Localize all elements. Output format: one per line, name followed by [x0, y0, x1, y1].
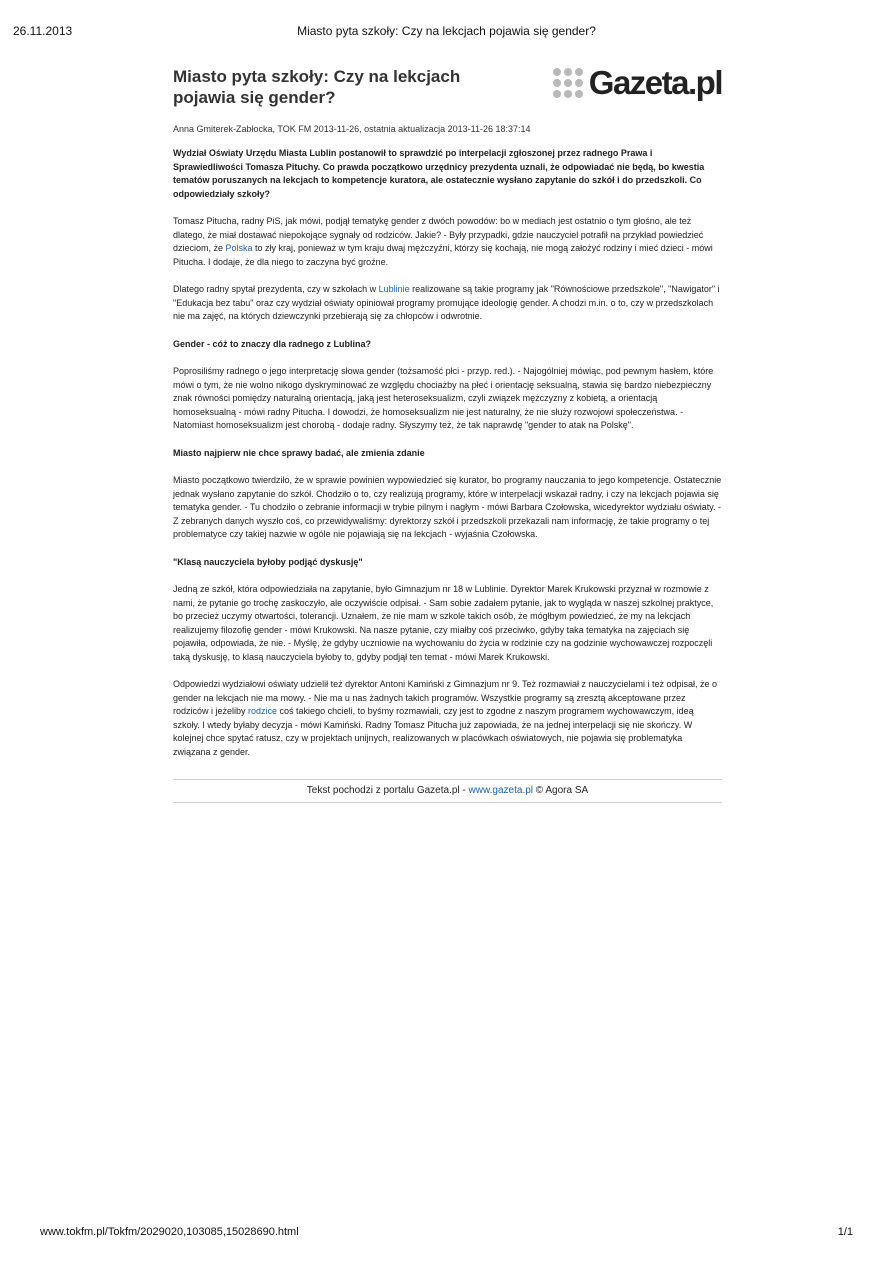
print-page-number: 1/1 — [837, 1226, 853, 1238]
article-header — [173, 66, 722, 122]
article-lead: Wydział Oświaty Urzędu Miasta Lublin postanowił to sprawdzić po interpelacji zgłoszonej przez radnego Prawa i Sprawiedliwości Tomasza Pituchy. Co prawda początkowo urzędnicy prezydenta uznali, że odpowiadać nie będą, bo kwestia tematów poruszanych na lekcjach to kompetencje kuratora, ale ostatecznie wysłano zapytanie do szkół i do przedszkoli. Co odpowiedziały szkoły? — [173, 148, 705, 199]
paragraph-text: coś takiego chcieli, to byśmy rozmawiali, czy jest to zgodne z naszym programem wychowawczym, ideą szkoły. I wtedy byłaby decyzja - mówi Kamiński. Radny Tomasz Pitucha już zapowiada, że na jednej interpelacji się nie skończy. W kolejnej chce spytać ratusz, czy w projektach unijnych, realizowanych w placówkach oświatowych, nie pojawia się problematyka związana z gender. — [173, 706, 694, 757]
article-title — [173, 66, 473, 108]
source-text: Tekst pochodzi z portalu Gazeta.pl - — [306, 785, 469, 796]
print-date: 26.11.2013 — [13, 24, 73, 38]
article-title-line-2: pojawia się gender? — [173, 88, 336, 107]
paragraph-text: to zły kraj, ponieważ w tym kraju dwaj mężczyźni, którzy się kochają, nie mogą założyć rodziny i mieć dzieci - mówi Pitucha. I dodaje, że dla niego to zaczyna być groźne. — [173, 243, 713, 267]
paragraph-1 — [173, 215, 722, 269]
dot-grid-logo-icon — [553, 68, 583, 98]
source-note — [173, 779, 722, 803]
paragraph-3: Poprosiliśmy radnego o jego interpretację słowa gender (tożsamość płci - przyp. red.). - Najogólniej mówiąc, pod pewnym hasłem, które mówi o tym, że nie wolno nikogo dyskryminować ze względu chociażby na płeć i orientację seksualną, stawia się bardzo niebezpieczny znak równości pomiędzy naturalną orientacją, jaką jest heteroseksualizm, czyli związek mężczyzny z kobietą, a orientacją homoseksualną - mówi radny Pitucha. I dowodzi, że homoseksualizm nie jest naturalny, że nie służy rozwojowi społeczeństwa. - Natomiast homoseksualizm jest chorobą - dodaje radny. Słyszymy też, że tak naprawdę "gender to atak na Polskę". — [173, 366, 714, 430]
paragraph-text: realizowane są takie programy jak "Równościowe przedszkole", "Nawigator" i "Edukacja bez tabu" oraz czy wydział oświaty opiniował programy promujące ideologię gender. A chodzi m.in. o to, czy w przedszkolach nie ma zajęć, na których dziewczynki przebierają się za chłopców i odwrotnie. — [173, 284, 720, 321]
paragraph-5: Jedną ze szkół, która odpowiedziała na zapytanie, było Gimnazjum nr 18 w Lublinie. Dyrektor Marek Krukowski przyznał w rozmowie z nami, że pytanie go trochę zaskoczyło, ale oczywiście odpisał. - Sam sobie zadałem pytanie, jak to wygląda w naszej szkolnej praktyce, bo przecież uczymy otwartości, tolerancji. Uznałem, że nie mam w szkole takich osób, że mógłbym powiedzieć, że my na lekcjach realizujemy filozofię gender - mówi Krukowski. Na nasze pytanie, czy miałby coś przeciwko, gdyby taka tematyka na zajęciach się pojawiła, odpowiada, że nie. - Myślę, że gdyby uczniowie na wychowaniu do życia w rodzinie czy na godzinie wychowawczej rozpoczęli taką dyskusję, to klasą nauczyciela byłoby to, gdyby podjął ten temat - mówi Marek Krukowski. — [173, 584, 714, 662]
paragraph-6 — [173, 678, 722, 759]
link-polska[interactable]: Polska — [225, 243, 253, 253]
paragraph-4: Miasto początkowo twierdziło, że w sprawie powinien wypowiedzieć się kurator, bo programy nauczania to jego kompetencje. Ostatecznie jednak wysłano zapytanie do szkół. Chodziło o to, czy realizują programy, które w interpelacji wskazał radny, i czy na lekcjach pojawia się tematyka gender. - Tu chodziło o zebranie informacji w trybie pilnym i nagłym - mówi Barbara Czołowska, wicedyrektor wydziału oświaty. - Z zebranych danych wyszło coś, co przewidywaliśmy: dyrektorzy szkół i przedszkoli przekazali nam informację, że takie programy o tej problematyce czy takiej nazwie w ogóle nie pojawiają się na lekcjach - wyjaśnia Czołowska. — [173, 475, 722, 539]
paragraph-text: Odpowiedzi wydziałowi oświaty udzielił też dyrektor Antoni Kamiński z Gimnazjum nr 9. Też rozmawiał z nauczycielami i też odpisał, że o gender na lekcjach nie ma mowy. - Nie ma u nas żadnych takich programów. Wszystkie programy są zresztą akceptowane przez rodziców i jeżeliby — [173, 679, 718, 716]
source-copyright: © Agora SA — [533, 785, 589, 796]
article — [173, 66, 722, 803]
paragraph-text: Tomasz Pitucha, radny PiS, jak mówi, podjął tematykę gender z dwóch powodów: bo w mediach jest ostatnio o tym głośno, ale też dlatego, że miał dostawać niepokojące sygnały od rodziców. Jakie? - Były przypadki, gdzie nauczyciel potrafił na przykład powiedzieć dzieciom, że — [173, 216, 704, 253]
paragraph-text: Dlatego radny spytał prezydenta, czy w szkołach w — [173, 284, 379, 294]
link-rodzice[interactable]: rodzice — [248, 706, 278, 716]
subheading-1: Gender - cóż to znaczy dla radnego z Lublina? — [173, 338, 372, 349]
logo-wordmark: Gazeta.pl — [588, 64, 722, 101]
subheading-2: Miasto najpierw nie chce sprawy badać, ale zmienia zdanie — [173, 447, 425, 458]
print-footer-url: www.tokfm.pl/Tokfm/2029020,103085,15028690.html — [40, 1226, 299, 1238]
article-title-line-1: Miasto pyta szkoły: Czy na lekcjach — [173, 67, 461, 86]
paragraph-2 — [173, 283, 722, 324]
subheading-3: "Klasą nauczyciela byłoby podjąć dyskusję" — [173, 556, 363, 567]
link-lublinie[interactable]: Lublinie — [378, 284, 410, 294]
print-page-title: Miasto pyta szkoły: Czy na lekcjach pojawia się gender? — [297, 24, 596, 38]
link-gazeta[interactable]: www.gazeta.pl — [468, 785, 534, 796]
article-byline: Anna Gmiterek-Zabłocka, TOK FM 2013-11-26, ostatnia aktualizacja 2013-11-26 18:37:14 — [173, 124, 531, 134]
gazeta-logo — [553, 66, 722, 100]
